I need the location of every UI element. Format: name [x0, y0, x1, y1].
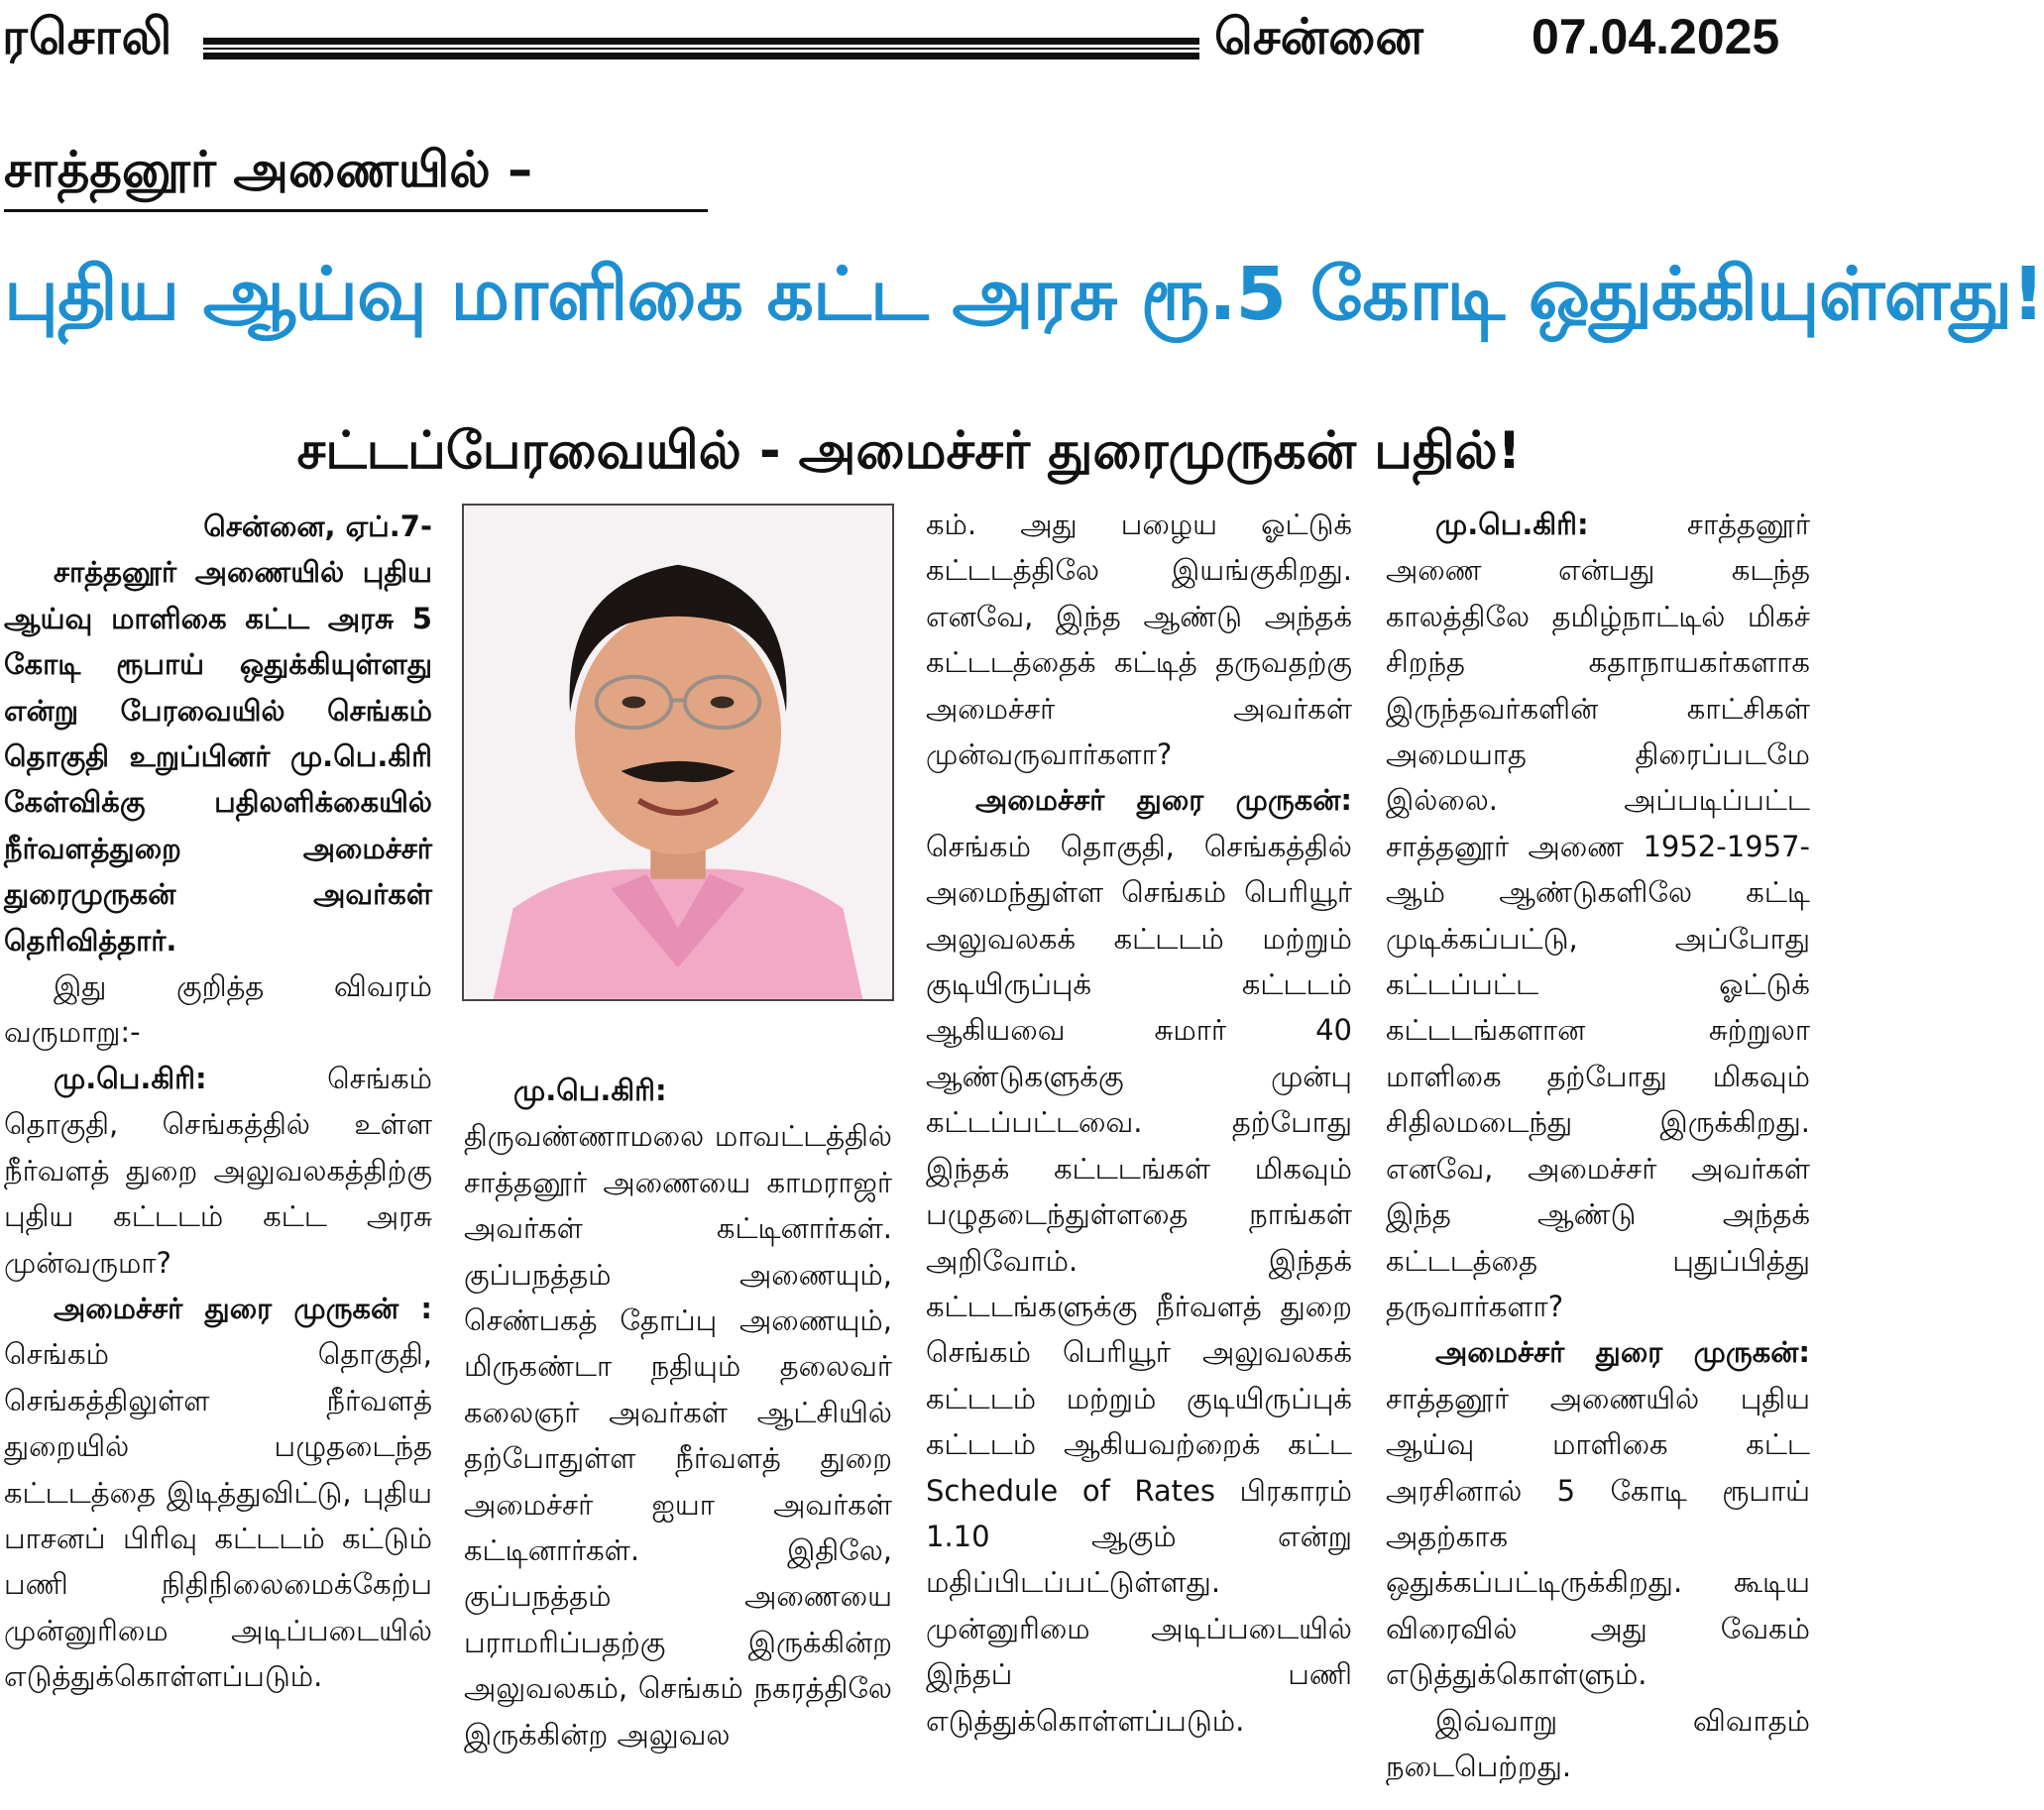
question-2-continued: கம். அது பழைய ஓட்டுக் கட்டடத்திலே இயங்குகிறது. எனவே, இந்த ஆண்டு அந்தக் கட்டடத்தைக் கட்டித் தருவதற்கு அமைச்சர் அவர்கள் முன்வருவார்களா? — [926, 508, 1352, 772]
portrait-icon — [464, 506, 892, 999]
intro-paragraph: இது குறித்த விவரம் வருமாறு:- — [4, 969, 432, 1050]
question-text: திருவண்ணாமலை மாவட்டத்தில் சாத்தனூர் அணையை காமராஜர் அவர்கள் கட்டினார்கள். குப்பநத்தம் அணையும், செண்பகத் தோப்பு அணையும், மிருகண்டா நதியும் தலைவர் கலைஞர் அவர்கள் ஆட்சியில் தற்போதுள்ள நீர்வளத் துறை அமைச்சர் ஐயா அவர்கள் கட்டினார்கள். இதிலே, குப்பநத்தம் அணையை பராமரிப்பதற்கு இருக்கின்ற அலுவலகம், செங்கம் நகரத்திலே இருக்கின்ற அலுவல — [464, 1119, 892, 1752]
closing-paragraph: இவ்வாறு விவாதம் நடைபெற்றது. — [1386, 1703, 1810, 1783]
question-2 — [464, 1068, 892, 1757]
column-2 — [464, 1068, 892, 1757]
question-1 — [4, 1056, 432, 1286]
newspaper-name: ரசொலி — [2, 8, 173, 65]
subheadline: சட்டப்பேரவையில் - அமைச்சர் துரைமுருகன் பதில்! — [296, 421, 1522, 481]
masthead-rule — [203, 38, 1199, 59]
speaker-label: அமைச்சர் துரை முருகன் : — [54, 1291, 432, 1325]
kicker-underline — [4, 209, 708, 212]
headline: புதிய ஆய்வு மாளிகை கட்ட அரசு ரூ.5 கோடி ஒதுக்கியுள்ளது! — [4, 252, 2044, 337]
speaker-label: மு.பெ.கிரி: — [54, 1061, 207, 1095]
answer-text: செங்கம் தொகுதி, செங்கத்திலுள்ள நீர்வளத் துறையில் பழுதடைந்த கட்டடத்தை இடித்துவிட்டு, புதிய பாசனப் பிரிவு கட்டடம் கட்டும் பணி நிதிநிலைமைக்கேற்ப முன்னுரிமை அடிப்படையில் எடுத்துக்கொள்ளப்படும். — [4, 1337, 432, 1694]
edition-date: 07.04.2025 — [1532, 9, 1780, 64]
answer-text: சாத்தனூர் அணையில் புதிய ஆய்வு மாளிகை கட்ட அரசினால் 5 கோடி ரூபாய் அதற்காக ஒதுக்கப்பட்டிருக்கிறது. கூடிய விரைவில் அது வேகம் எடுத்துக்கொள்ளும். — [1386, 1381, 1810, 1692]
lead-paragraph: சாத்தனூர் அணையில் புதிய ஆய்வு மாளிகை கட்ட அரசு 5 கோடி ரூபாய் ஒதுக்கியுள்ளது என்று பேரவையில் செங்கம் தொகுதி உறுப்பினர் மு.பெ.கிரி கேள்விக்கு பதிலளிக்கையில் நீர்வளத்துறை அமைச்சர் துரைமுருகன் அவர்கள் தெரிவித்தார். — [4, 555, 432, 958]
speaker-label: அமைச்சர் துரை முருகன்: — [975, 783, 1352, 818]
column-1 — [4, 504, 432, 1700]
answer-3 — [1386, 1329, 1810, 1697]
question-text: செங்கம் தொகுதி, செங்கத்தில் உள்ள நீர்வளத் துறை அலுவலகத்திற்கு புதிய கட்டடம் கட்ட அரசு முன்வருமா? — [4, 1061, 432, 1280]
answer-text: செங்கம் தொகுதி, செங்கத்தில் அமைந்துள்ள செங்கம் பெரியூர் அலுவலகக் கட்டடம் மற்றும் குடியிருப்புக் கட்டடம் ஆகியவை சுமார் 40 ஆண்டுகளுக்கு முன்பு கட்டப்பட்டவை. தற்போது இந்தக் கட்டடங்கள் மிகவும் பழுதடைந்துள்ளதை நாங்கள் அறிவோம். இந்தக் கட்டடங்களுக்கு நீர்வளத் துறை செங்கம் பெரியூர் அலுவலகக் கட்டடம் மற்றும் குடியிருப்புக் கட்டடம் ஆகியவற்றைக் கட்ட Schedule of Rates பிரகாரம் 1.10 ஆகும் என்று மதிப்பிடப்பட்டுள்ளது. முன்னுரிமை அடிப்படையில் இந்தப் பணி எடுத்துக்கொள்ளப்படும். — [926, 829, 1352, 1738]
question-text: சாத்தனூர் அணை என்பது கடந்த காலத்திலே தமிழ்நாட்டில் மிகச் சிறந்த கதாநாயகர்களாக இருந்தவர்களின் காட்சிகள் அமையாத திரைப்படமே இல்லை. அப்படிப்பட்ட சாத்தனூர் அணை 1952-1957-ஆம் ஆண்டுகளிலே கட்டி முடிக்கப்பட்டு, அப்போது கட்டப்பட்ட ஓட்டுக் கட்டடங்களான சுற்றுலா மாளிகை தற்போது மிகவும் சிதிலமடைந்து இருக்கிறது. எனவே, அமைச்சர் அவர்கள் இந்த ஆண்டு அந்தக் கட்டடத்தை புதுப்பித்து தருவார்களா? — [1386, 508, 1810, 1323]
speaker-label: மு.பெ.கிரி: — [513, 1074, 667, 1107]
speaker-label: அமைச்சர் துரை முருகன்: — [1435, 1335, 1810, 1370]
edition-city: சென்னை — [1214, 8, 1423, 65]
column-4 — [1386, 502, 1810, 1789]
speaker-label: மு.பெ.கிரி: — [1435, 508, 1589, 541]
answer-2 — [926, 777, 1352, 1744]
masthead — [0, 0, 1818, 89]
portrait-photo — [462, 504, 894, 1001]
question-3 — [1386, 502, 1810, 1329]
answer-1 — [4, 1286, 432, 1700]
kicker: சாத்தனூர் அணையில் – — [4, 141, 533, 198]
column-3 — [926, 502, 1352, 1744]
dateline: சென்னை, ஏப்.7- — [203, 509, 432, 543]
